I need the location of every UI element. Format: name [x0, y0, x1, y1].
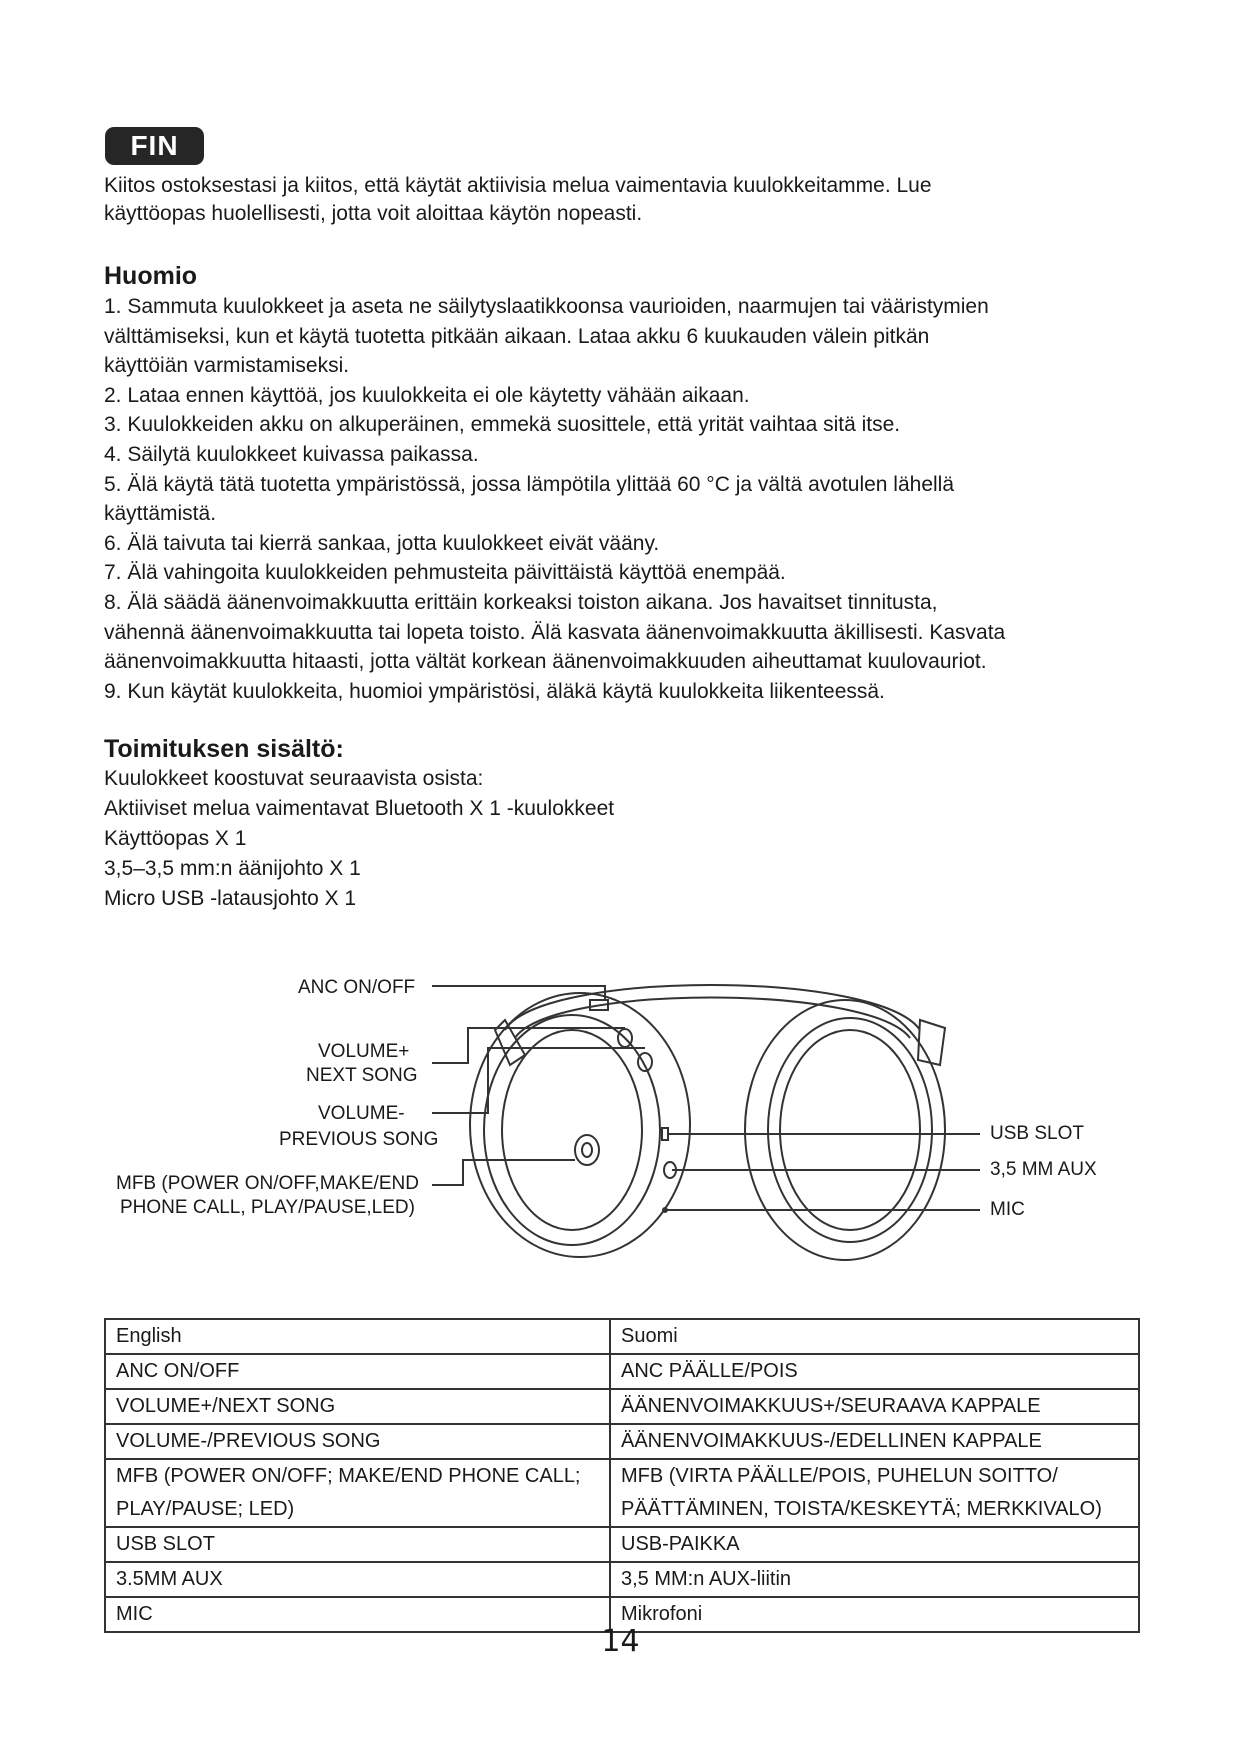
table-cell: ÄÄNENVOIMAKKUUS-/EDELLINEN KAPPALE: [610, 1424, 1139, 1459]
contents-line: Micro USB -latausjohto X 1: [104, 887, 357, 910]
mic-label: MIC: [990, 1199, 1025, 1220]
notice-line: 3. Kuulokkeiden akku on alkuperäinen, emmekä suosittele, että yrität vaihtaa sitä itse.: [104, 413, 901, 437]
table-cell: MFB (POWER ON/OFF; MAKE/END PHONE CALL; PLAY/PAUSE; LED): [105, 1459, 610, 1527]
table-row: [105, 1424, 1139, 1459]
anc-label: ANC ON/OFF: [298, 977, 416, 998]
table-cell: English: [105, 1319, 610, 1354]
notice-line: 1. Sammuta kuulokkeet ja aseta ne säilytyslaatikkoonsa vaurioiden, naarmujen tai vääristymien: [104, 295, 989, 318]
intro-paragraph: [104, 172, 932, 228]
contents-list: [104, 764, 614, 914]
mfb-label-line2: PHONE CALL, PLAY/PAUSE,LED): [120, 1197, 415, 1218]
volume-minus-label: VOLUME-: [318, 1103, 405, 1124]
table-row: [105, 1389, 1139, 1424]
notice-line: käyttämistä.: [104, 502, 217, 526]
table-cell: ANC ON/OFF: [105, 1354, 610, 1389]
table-cell: VOLUME+/NEXT SONG: [105, 1389, 610, 1424]
contents-line: Käyttöopas X 1: [104, 827, 247, 850]
volume-plus-label: VOLUME+: [318, 1041, 410, 1062]
notice-line: äänenvoimakkuutta hitaasti, jotta vältät korkean äänenvoimakkuuden aiheuttamat kuulovauriot.: [104, 650, 987, 674]
table-cell: 3,5 MM:n AUX-liitin: [610, 1562, 1139, 1597]
table-cell: 3.5MM AUX: [105, 1562, 610, 1597]
language-badge: FIN: [105, 127, 204, 165]
table-cell: ANC PÄÄLLE/POIS: [610, 1354, 1139, 1389]
intro-line: Kiitos ostoksestasi ja kiitos, että käytät aktiivisia melua vaimentavia kuulokkeitamme. Lue: [104, 174, 932, 197]
next-song-label: NEXT SONG: [306, 1065, 418, 1086]
notice-line: 8. Älä säädä äänenvoimakkuutta erittäin korkeaksi toiston aikana. Jos havaitset tinnitusta,: [104, 590, 938, 614]
aux-label: 3,5 MM AUX: [990, 1159, 1097, 1180]
table-row: [105, 1562, 1139, 1597]
previous-song-label: PREVIOUS SONG: [279, 1129, 439, 1150]
notice-line: 7. Älä vahingoita kuulokkeiden pehmusteita päivittäistä käyttöä enempää.: [104, 561, 786, 585]
table-cell: VOLUME-/PREVIOUS SONG: [105, 1424, 610, 1459]
headphone-diagram: [0, 960, 1241, 1280]
table-cell: USB SLOT: [105, 1527, 610, 1562]
table-cell: Mikrofoni: [610, 1597, 1139, 1632]
table-row: [105, 1354, 1139, 1389]
intro-line: käyttöopas huolellisesti, jotta voit aloittaa käytön nopeasti.: [104, 202, 643, 225]
notice-line: käyttöiän varmistamiseksi.: [104, 354, 350, 378]
table-cell: Suomi: [610, 1319, 1139, 1354]
notice-line: 6. Älä taivuta tai kierrä sankaa, jotta kuulokkeet eivät vääny.: [104, 531, 660, 555]
notice-line: välttämiseksi, kun et käytä tuotetta pitkään aikaan. Lataa akku 6 kuukauden välein pitkän: [104, 324, 930, 348]
table-cell: ÄÄNENVOIMAKKUUS+/SEURAAVA KAPPALE: [610, 1389, 1139, 1424]
notice-line: 9. Kun käytät kuulokkeita, huomioi ympäristösi, äläkä käytä kuulokkeita liikenteessä.: [104, 679, 885, 703]
contents-line: Aktiiviset melua vaimentavat Bluetooth X 1 -kuulokkeet: [104, 797, 615, 820]
mfb-label-line1: MFB (POWER ON/OFF,MAKE/END: [116, 1173, 419, 1194]
contents-heading: Toimituksen sisältö:: [104, 735, 344, 763]
table-row: [105, 1319, 1139, 1354]
notice-line: 5. Älä käytä tätä tuotetta ympäristössä, jossa lämpötila ylittää 60 °C ja vältä avotulen lähellä: [104, 472, 955, 496]
table-cell: USB-PAIKKA: [610, 1527, 1139, 1562]
terms-table: [104, 1318, 1140, 1633]
table-cell: MFB (VIRTA PÄÄLLE/POIS, PUHELUN SOITTO/ PÄÄTTÄMINEN, TOISTA/KESKEYTÄ; MERKKIVALO): [610, 1459, 1139, 1527]
headphone-illustration: [0, 960, 1241, 1280]
usb-slot-label: USB SLOT: [990, 1123, 1084, 1144]
table-cell: MIC: [105, 1597, 610, 1632]
page-number: 14: [601, 1624, 640, 1659]
table-row: [105, 1527, 1139, 1562]
notice-line: 2. Lataa ennen käyttöä, jos kuulokkeita ei ole käytetty vähään aikaan.: [104, 383, 750, 407]
notice-line: 4. Säilytä kuulokkeet kuivassa paikassa.: [104, 442, 479, 466]
notice-list: [104, 292, 1005, 706]
notice-heading: Huomio: [104, 262, 198, 290]
table-row: [105, 1459, 1139, 1527]
contents-line: Kuulokkeet koostuvat seuraavista osista:: [104, 767, 484, 790]
notice-line: vähennä äänenvoimakkuutta tai lopeta toisto. Älä kasvata äänenvoimakkuutta äkillisesti. Kasvata: [104, 620, 1006, 644]
contents-line: 3,5–3,5 mm:n äänijohto X 1: [104, 857, 361, 880]
